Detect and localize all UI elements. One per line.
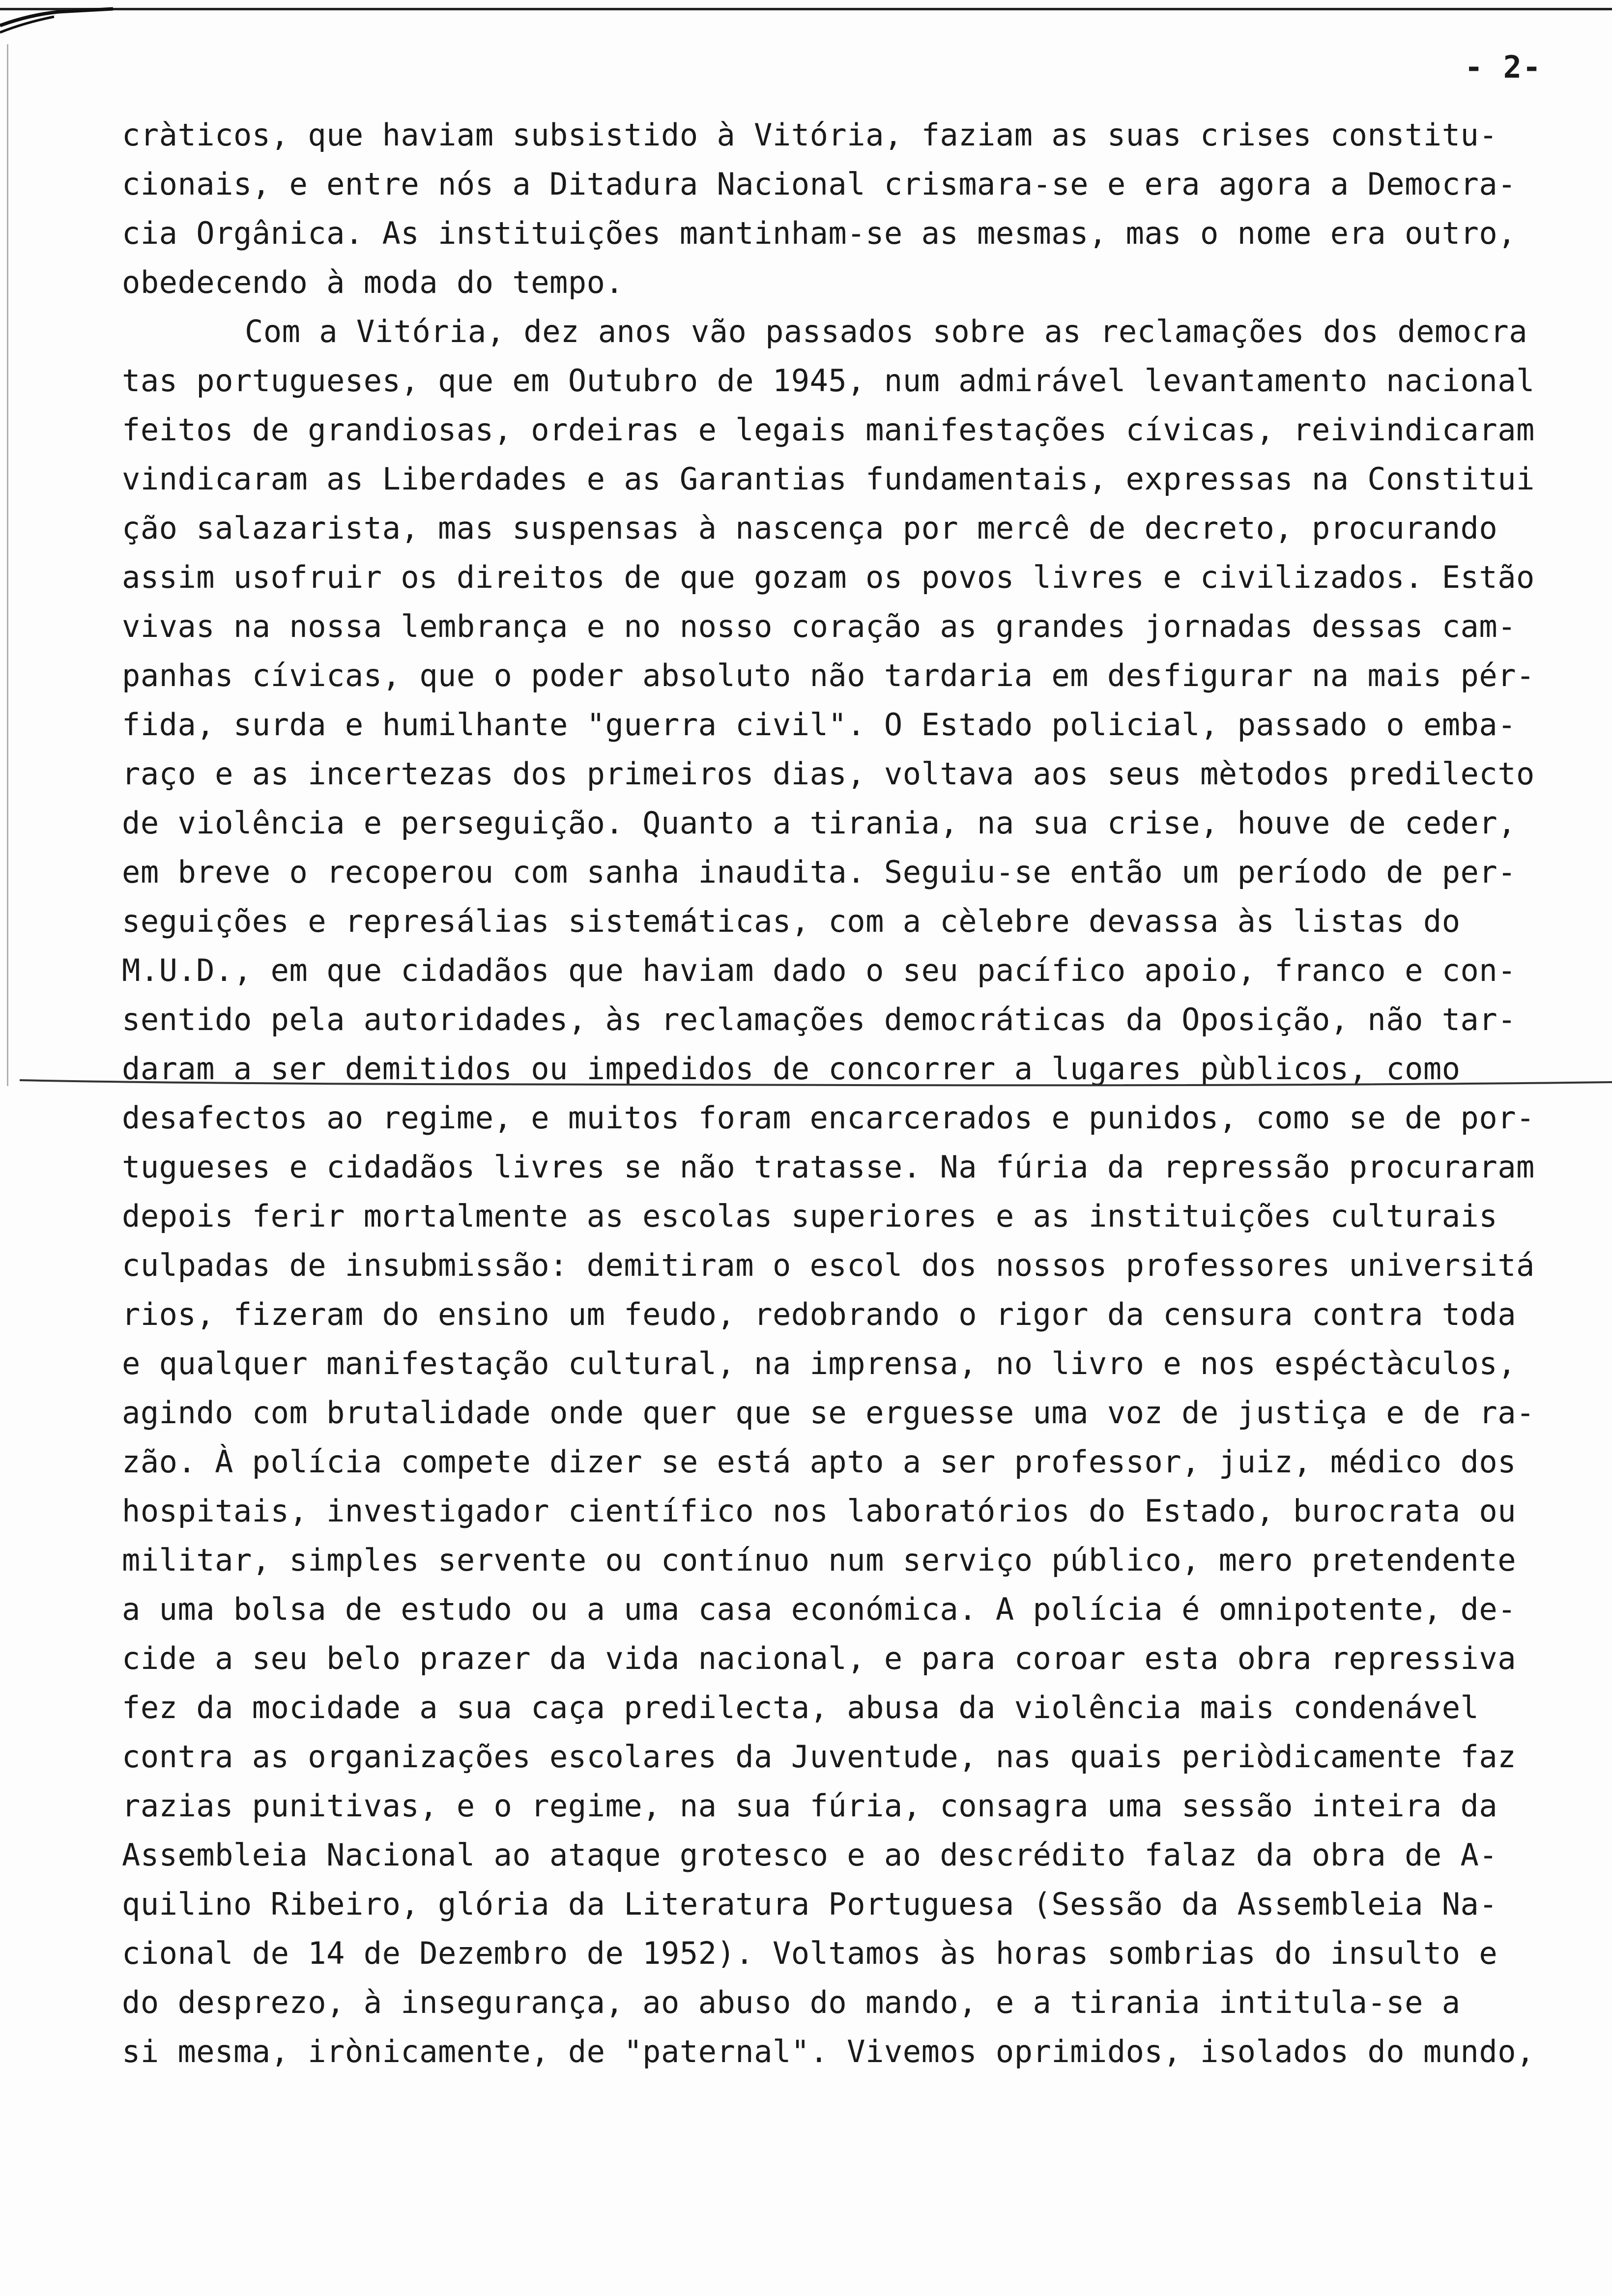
text-line: sentido pela autoridades, às reclamações democráticas da Oposição, não tar-	[122, 1002, 1517, 1037]
text-line: cia Orgânica. As instituições mantinham-se as mesmas, mas o nome era outro,	[122, 215, 1517, 251]
text-line: vivas na nossa lembrança e no nosso coração as grandes jornadas dessas cam-	[122, 608, 1517, 644]
text-line: tugueses e cidadãos livres se não tratasse. Na fúria da repressão procuraram	[122, 1149, 1535, 1185]
text-line: cionais, e entre nós a Ditadura Nacional crismara-se e era agora a Democra-	[122, 166, 1517, 202]
text-line: quilino Ribeiro, glória da Literatura Portuguesa (Sessão da Assembleia Na-	[122, 1886, 1498, 1922]
text-line: cràticos, que haviam subsistido à Vitória, faziam as suas crises constitu-	[122, 117, 1498, 153]
text-line: obedecendo à moda do tempo.	[122, 264, 624, 300]
text-line: razias punitivas, e o regime, na sua fúria, consagra uma sessão inteira da	[122, 1788, 1498, 1824]
text-line: em breve o recoperou com sanha inaudita. Seguiu-se então um período de per-	[122, 854, 1517, 890]
top-border-line	[0, 8, 1612, 10]
text-line: fez da mocidade a sua caça predilecta, abusa da violência mais condenável	[122, 1690, 1479, 1725]
text-line: culpadas de insubmissão: demitiram o escol dos nossos professores universitá	[122, 1247, 1535, 1283]
text-line: agindo com brutalidade onde quer que se erguesse uma voz de justiça e de ra-	[122, 1395, 1535, 1431]
text-line: seguições e represálias sistemáticas, com a cèlebre devassa às listas do	[122, 903, 1461, 939]
text-line: e qualquer manifestação cultural, na imprensa, no livro e nos espéctàculos,	[122, 1346, 1517, 1381]
text-line: tas portugueses, que em Outubro de 1945, num admirável levantamento nacional	[122, 363, 1535, 399]
text-line: depois ferir mortalmente as escolas superiores e as instituições culturais	[122, 1198, 1498, 1234]
text-line: assim usofruir os direitos de que gozam os povos livres e civilizados. Estão	[122, 559, 1535, 595]
bottom-border-line	[20, 1076, 1612, 1091]
text-line: feitos de grandiosas, ordeiras e legais manifestações cívicas, reivindicaram	[122, 412, 1535, 448]
text-line: Com a Vitória, dez anos vão passados sobre as reclamações dos democra	[245, 314, 1528, 349]
text-line: do desprezo, à insegurança, ao abuso do mando, e a tirania intitula-se a	[122, 1984, 1461, 2020]
text-line: de violência e perseguição. Quanto a tirania, na sua crise, houve de ceder,	[122, 805, 1517, 841]
text-line: daram a ser demitidos ou impedidos de concorrer a lugares pùblicos, como	[122, 1051, 1461, 1087]
text-line: hospitais, investigador científico nos laboratórios do Estado, burocrata ou	[122, 1493, 1517, 1529]
text-line: a uma bolsa de estudo ou a uma casa económica. A polícia é omnipotente, de-	[122, 1591, 1517, 1627]
text-line: militar, simples servente ou contínuo num serviço público, mero pretendente	[122, 1542, 1517, 1578]
text-line: zão. À polícia compete dizer se está apto a ser professor, juiz, médico dos	[122, 1444, 1517, 1480]
text-line: cional de 14 de Dezembro de 1952). Voltamos às horas sombrias do insulto e	[122, 1935, 1498, 1971]
text-line: Assembleia Nacional ao ataque grotesco e ao descrédito falaz da obra de A-	[122, 1837, 1498, 1873]
text-line: contra as organizações escolares da Juventude, nas quais periòdicamente faz	[122, 1739, 1517, 1775]
text-line: raço e as incertezas dos primeiros dias, voltava aos seus mètodos predilecto	[122, 756, 1535, 792]
text-line: cide a seu belo prazer da vida nacional, e para coroar esta obra repressiva	[122, 1640, 1517, 1676]
text-line: desafectos ao regime, e muitos foram encarcerados e punidos, como se de por-	[122, 1100, 1535, 1136]
body-text	[122, 111, 1596, 2076]
left-margin-line	[7, 44, 8, 1086]
text-line: M.U.D., em que cidadãos que haviam dado o seu pacífico apoio, franco e con-	[122, 952, 1517, 988]
text-line: rios, fizeram do ensino um feudo, redobrando o rigor da censura contra toda	[122, 1296, 1517, 1332]
page-number: - 2-	[1465, 49, 1542, 85]
text-line: vindicaram as Liberdades e as Garantias fundamentais, expressas na Constitui	[122, 461, 1535, 497]
text-line: panhas cívicas, que o poder absoluto não tardaria em desfigurar na mais pér-	[122, 658, 1535, 693]
text-line: ção salazarista, mas suspensas à nascença por mercê de decreto, procurando	[122, 510, 1498, 546]
text-line: fida, surda e humilhante "guerra civil". O Estado policial, passado o emba-	[122, 707, 1517, 743]
text-line: si mesma, irònicamente, de "paternal". Vivemos oprimidos, isolados do mundo,	[122, 2034, 1535, 2069]
pen-stroke-mark	[0, 6, 118, 40]
